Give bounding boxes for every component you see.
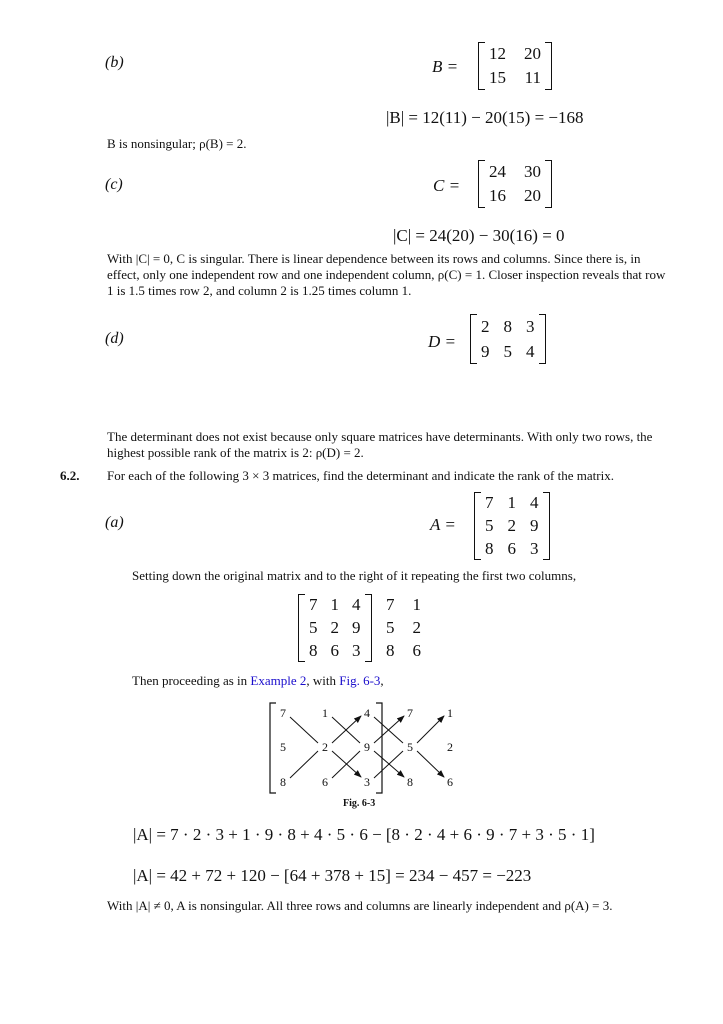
diagonal-line xyxy=(290,717,318,743)
matrix-a-name: A = xyxy=(430,515,456,534)
part-a-label: (a) xyxy=(105,514,124,531)
fig-6-3-link[interactable]: Fig. 6-3 xyxy=(339,673,381,688)
det-a-equation-2: |A| = 42 + 72 + 120 − [64 + 378 + 15] = 234 − 457 = −223 xyxy=(133,866,532,885)
figure-number: 5 xyxy=(407,740,413,754)
matrix-b-name: B = xyxy=(432,57,459,76)
matrix-cell: 7 xyxy=(309,595,318,615)
figure-number: 6 xyxy=(447,775,453,789)
diagonal-arrow xyxy=(417,751,444,777)
figure-number: 7 xyxy=(280,706,286,720)
figure-left-bracket xyxy=(270,703,276,793)
matrix-cell: 12 xyxy=(489,44,506,63)
figure-number: 2 xyxy=(322,740,328,754)
conclusion-text: With |A| ≠ 0, A is nonsingular. All three rows and columns are linearly independent and ρ(A) = 3. xyxy=(107,898,613,913)
matrix-cell: 9 xyxy=(481,341,490,361)
figure-number: 5 xyxy=(280,740,286,754)
with-text: , with xyxy=(306,673,336,688)
figure-number: 1 xyxy=(447,706,453,720)
matrix-cell: 2 xyxy=(481,316,490,336)
part-b-label: (b) xyxy=(105,54,124,71)
setting-text: Setting down the original matrix and to the right of it repeating the first two columns, xyxy=(132,568,577,583)
matrix-cell: 15 xyxy=(489,68,506,87)
matrix-d-name: D = xyxy=(428,332,456,351)
figure-number: 6 xyxy=(322,775,328,789)
matrix-cell: 5 xyxy=(503,341,512,361)
matrix-cell: 5 xyxy=(386,617,395,637)
diagonal-line xyxy=(290,751,318,778)
matrix-cell: 8 xyxy=(309,640,318,660)
part-c-note: With |C| = 0, C is singular. There is linear dependence between its rows and columns. Since there is, in effect, only one independent row and one independent column, ρ(C) = 1. Closer inspection reveals that row 1 is 1.5 times row 2, and column 2 is 1.25 times column 1. xyxy=(107,251,666,298)
matrix-cell: 9 xyxy=(352,617,361,637)
matrix-cell: 11 xyxy=(524,68,541,87)
part-d-label: (d) xyxy=(105,330,124,347)
det-a-equation-1: |A| = 7 · 2 · 3 + 1 · 9 · 8 + 4 · 5 · 6 − [8 · 2 · 4 + 6 · 9 · 7 + 3 · 5 · 1] xyxy=(133,825,595,844)
matrix-cell: 6 xyxy=(507,538,516,558)
matrix-cell: 4 xyxy=(352,595,361,615)
matrix-cell: 4 xyxy=(530,493,539,513)
matrix-cell: 7 xyxy=(485,493,494,513)
diagonal-arrow xyxy=(332,716,361,743)
matrix-cell: 9 xyxy=(530,515,539,535)
matrix-cell: 3 xyxy=(530,538,539,558)
figure-number: 7 xyxy=(407,706,413,720)
det-b-equation: |B| = 12(11) − 20(15) = −168 xyxy=(386,108,584,127)
matrix-cell: 1 xyxy=(330,595,339,615)
matrix-cell: 3 xyxy=(526,316,535,336)
figure-number: 3 xyxy=(364,775,370,789)
part-c-label: (c) xyxy=(105,176,123,193)
problem-text: For each of the following 3 × 3 matrices, find the determinant and indicate the rank of the matrix. xyxy=(107,468,614,483)
figure-right-bracket xyxy=(376,703,382,793)
matrix-cell: 1 xyxy=(412,595,421,615)
diagonal-arrow xyxy=(374,716,404,743)
matrix-cell: 3 xyxy=(352,640,361,660)
matrix-cell: 5 xyxy=(485,515,494,535)
matrix-cell: 5 xyxy=(309,617,318,637)
figure-number: 8 xyxy=(280,775,286,789)
matrix-cell: 16 xyxy=(489,186,506,205)
matrix-cell: 20 xyxy=(524,44,541,63)
diagonal-arrow xyxy=(417,716,444,743)
matrix-cell: 7 xyxy=(386,595,395,615)
end-text: , xyxy=(380,673,384,688)
matrix-cell: 8 xyxy=(503,316,512,336)
proceed-text: Then proceeding as in xyxy=(132,673,248,688)
part-d-note: The determinant does not exist because only square matrices have determinants. With only two rows, the highest possible rank of the matrix is 2: ρ(D) = 2. xyxy=(107,429,653,460)
matrix-cell: 24 xyxy=(489,162,506,181)
figure-caption: Fig. 6-3 xyxy=(343,798,376,809)
matrix-cell: 2 xyxy=(330,617,339,637)
matrix-c-name: C = xyxy=(433,176,461,195)
figure-number: 2 xyxy=(447,740,453,754)
matrix-cell: 2 xyxy=(507,515,516,535)
matrix-cell: 20 xyxy=(524,186,541,205)
part-b-note: B is nonsingular; ρ(B) = 2. xyxy=(107,136,247,151)
figure-number: 4 xyxy=(364,706,370,720)
figure-number: 8 xyxy=(407,775,413,789)
matrix-cell: 1 xyxy=(507,493,516,513)
det-c-equation: |C| = 24(20) − 30(16) = 0 xyxy=(393,226,565,245)
matrix-cell: 2 xyxy=(412,617,421,637)
matrix-cell: 6 xyxy=(330,640,339,660)
matrix-cell: 8 xyxy=(485,538,494,558)
problem-number: 6.2. xyxy=(60,468,80,483)
matrix-cell: 8 xyxy=(386,640,395,660)
matrix-cell: 30 xyxy=(524,162,541,181)
matrix-cell: 6 xyxy=(412,640,421,660)
figure-number: 9 xyxy=(364,740,370,754)
figure-number: 1 xyxy=(322,706,328,720)
example-2-link[interactable]: Example 2 xyxy=(250,673,307,688)
matrix-cell: 4 xyxy=(526,341,535,361)
